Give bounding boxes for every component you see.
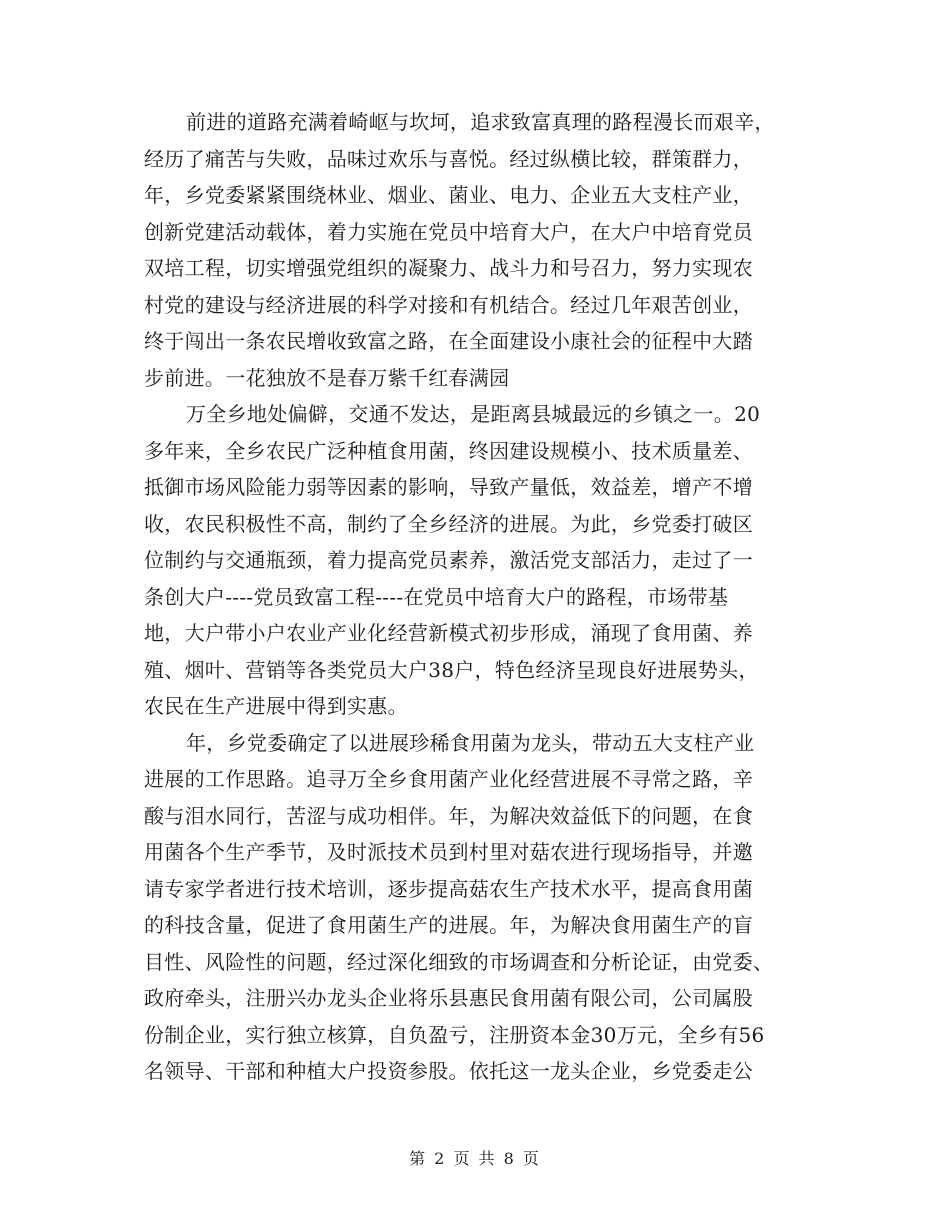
- text-line: 年，乡党委紧紧围绕林业、烟业、菌业、电力、企业五大支柱产业，: [144, 183, 753, 207]
- text-line: 多年来，全乡农民广泛种植食用菌，终因建设规模小、技术质量差、: [144, 438, 753, 463]
- page-number-footer: 第 2 页 共 8 页: [409, 1149, 541, 1168]
- text-line: 进展的工作思路。追寻万全乡食用菌产业化经营进展不寻常之路，辛: [144, 767, 753, 791]
- document-body: [144, 104, 804, 1090]
- text-line: 的科技含量，促进了食用菌生产的进展。年，为解决食用菌生产的盲: [144, 913, 753, 937]
- text-line: 终于闯出一条农民增收致富之路，在全面建设小康社会的征程中大踏: [144, 329, 753, 353]
- text-line: 目性、风险性的问题，经过深化细致的市场调查和分析论证，由党委、: [144, 949, 774, 974]
- text-line: 位制约与交通瓶颈，着力提高党员素养，激活党支部活力，走过了一: [144, 548, 753, 572]
- text-line: 万全乡地处偏僻，交通不发达，是距离县城最远的乡镇之一。20: [186, 402, 761, 426]
- paragraph-1: [144, 104, 804, 396]
- paragraph-3: [144, 725, 804, 1090]
- text-line: 殖、烟叶、营销等各类党员大户38户，特色经济呈现良好进展势头，: [144, 657, 759, 682]
- text-line: 双培工程，切实增强党组织的凝聚力、战斗力和号召力，努力实现农: [144, 256, 753, 280]
- text-line: 步前进。一花独放不是春万紫千红春满园: [144, 365, 510, 390]
- text-line: 年，乡党委确定了以进展珍稀食用菌为龙头，带动五大支柱产业: [186, 730, 755, 755]
- text-line: 名领导、干部和种植大户投资参股。依托这一龙头企业，乡党委走公: [144, 1059, 753, 1083]
- text-line: 经历了痛苦与失败，品味过欢乐与喜悦。经过纵横比较，群策群力，: [144, 146, 753, 171]
- paragraph-2: [144, 396, 804, 725]
- text-line: 农民在生产进展中得到实惠。: [144, 694, 408, 718]
- text-line: 地，大户带小户农业产业化经营新模式初步形成，涌现了食用菌、养: [144, 621, 753, 645]
- text-line: 份制企业，实行独立核算，自负盈亏，注册资本金30万元，全乡有56: [144, 1022, 765, 1047]
- text-line: 酸与泪水同行，苦涩与成功相伴。年，为解决效益低下的问题，在食: [144, 803, 753, 828]
- text-line: 收，农民积极性不高，制约了全乡经济的进展。为此，乡党委打破区: [144, 511, 753, 536]
- text-line: 抵御市场风险能力弱等因素的影响，导致产量低，效益差，增产不增: [144, 475, 753, 499]
- text-line: 村党的建设与经济进展的科学对接和有机结合。经过几年艰苦创业，: [144, 292, 753, 317]
- text-line: 条创大户----党员致富工程----在党员中培育大户的路程，市场带基: [144, 584, 729, 609]
- text-line: 用菌各个生产季节，及时派技术员到村里对菇农进行现场指导，并邀: [144, 840, 753, 864]
- text-line: 政府牵头，注册兴办龙头企业将乐县惠民食用菌有限公司，公司属股: [144, 986, 753, 1010]
- text-line: 请专家学者进行技术培训，逐步提高菇农生产技术水平，提高食用菌: [144, 876, 753, 901]
- text-line: 创新党建活动载体，着力实施在党员中培育大户，在大户中培育党员: [144, 219, 753, 244]
- text-line: 前进的道路充满着崎岖与坎坷，追求致富真理的路程漫长而艰辛，: [186, 110, 775, 134]
